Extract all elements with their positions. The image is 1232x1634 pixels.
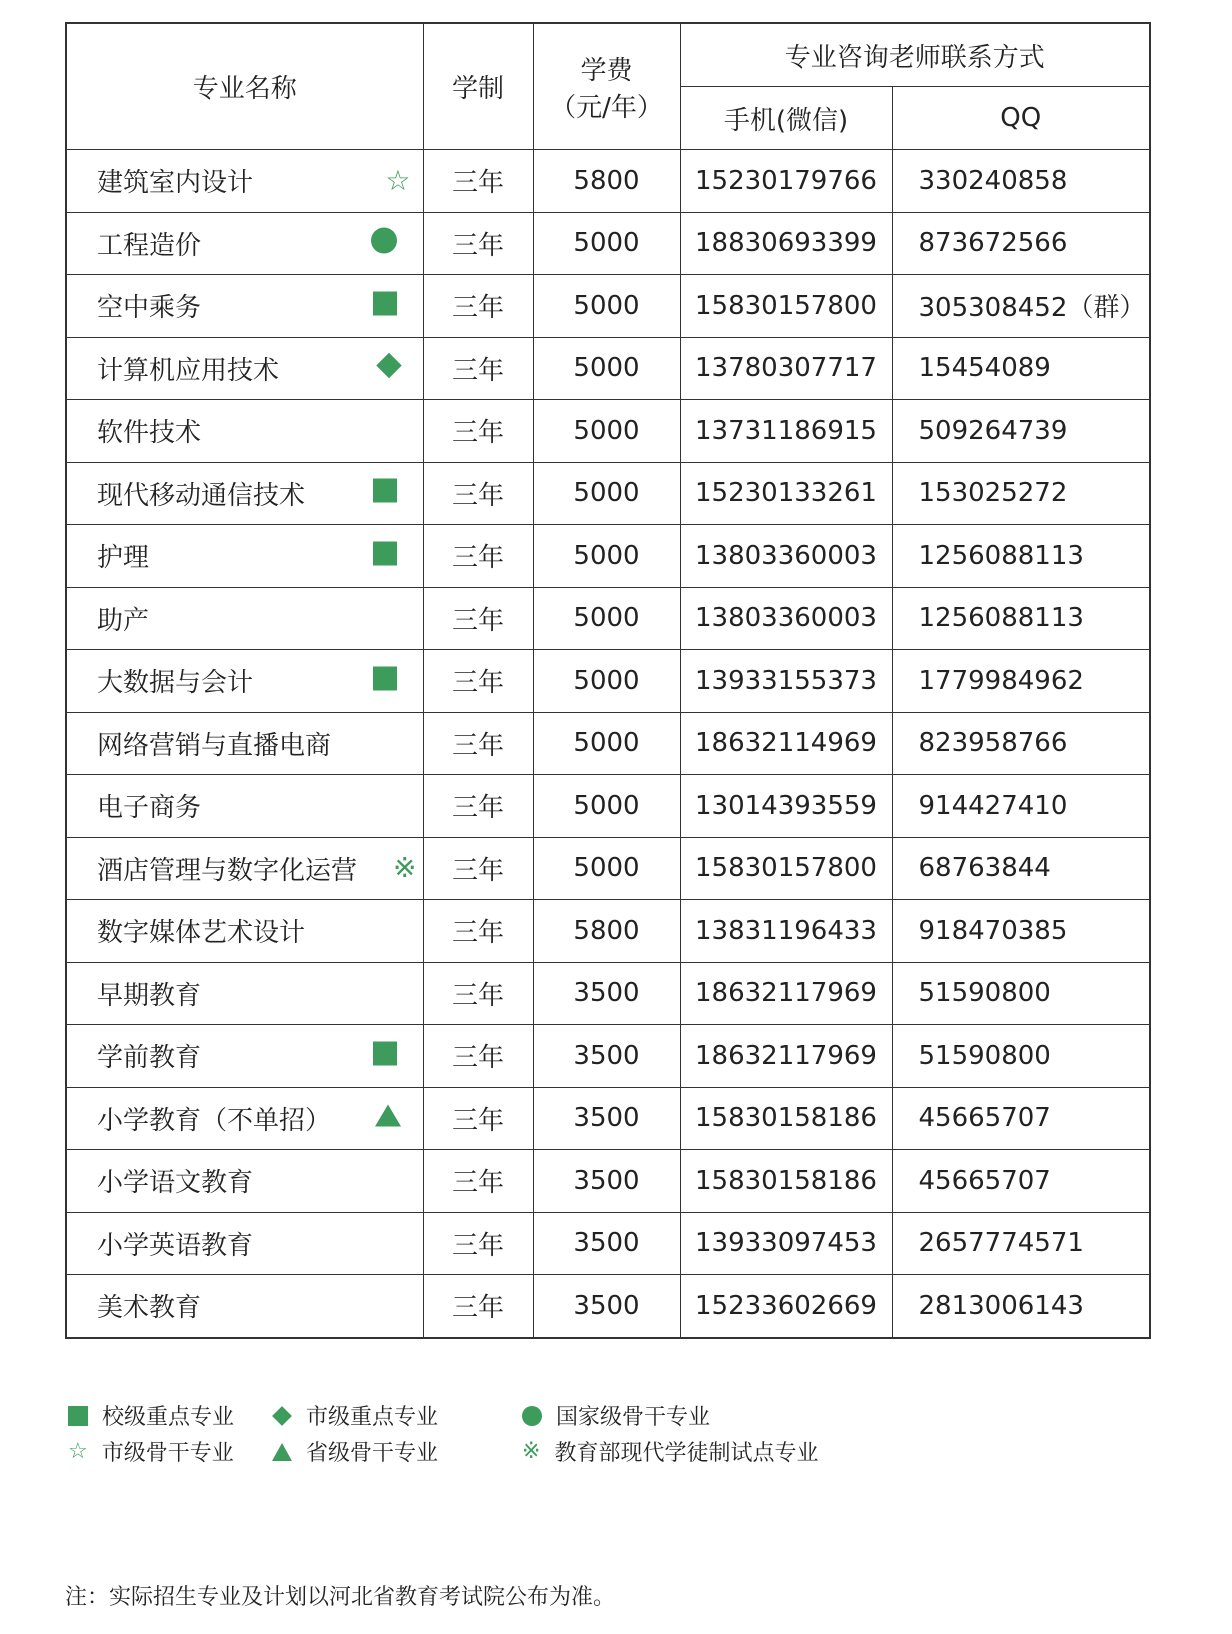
major-name-text: 工程造价	[97, 230, 202, 261]
fee-cell: 5000	[533, 650, 680, 713]
legend-diamond-label: 市级重点专业	[306, 1405, 439, 1430]
major-name-text: 电子商务	[97, 793, 202, 824]
duration-cell: 三年	[423, 650, 533, 713]
table-row	[66, 837, 1150, 900]
duration-cell: 三年	[423, 212, 533, 275]
qq-cell: 45665707	[892, 1150, 1150, 1213]
major-name-text: 空中乘务	[97, 293, 202, 324]
square-icon	[373, 291, 397, 320]
major-name	[66, 712, 423, 775]
legend-star	[68, 1436, 234, 1467]
fee-cell: 5000	[533, 337, 680, 400]
table-row	[66, 712, 1150, 775]
qq-cell: 2813006143	[892, 1275, 1150, 1338]
major-name	[66, 962, 423, 1025]
major-name-text: 酒店管理与数字化运营	[97, 855, 358, 886]
duration-cell: 三年	[423, 150, 533, 213]
fee-cell: 5000	[533, 587, 680, 650]
phone-cell: 15830157800	[680, 275, 892, 338]
major-name	[66, 275, 423, 338]
fee-cell: 5000	[533, 400, 680, 463]
table-row	[66, 212, 1150, 275]
major-name	[66, 525, 423, 588]
triangle-icon	[375, 1105, 401, 1132]
duration-cell: 三年	[423, 1087, 533, 1150]
qq-cell: 823958766	[892, 712, 1150, 775]
footnote: 注：实际招生专业及计划以河北省教育考试院公布为准。	[65, 1585, 616, 1610]
diamond-icon	[377, 354, 401, 383]
table-row	[66, 275, 1150, 338]
qq-cell: 68763844	[892, 837, 1150, 900]
major-name-text: 小学英语教育	[97, 1230, 254, 1261]
qq-cell: 509264739	[892, 400, 1150, 463]
phone-cell: 15233602669	[680, 1275, 892, 1338]
table-row	[66, 150, 1150, 213]
major-name	[66, 462, 423, 525]
phone-cell: 15830158186	[680, 1087, 892, 1150]
square-icon	[373, 479, 397, 508]
major-name	[66, 900, 423, 963]
duration-cell: 三年	[423, 337, 533, 400]
duration-cell: 三年	[423, 275, 533, 338]
fee-cell: 5000	[533, 275, 680, 338]
fee-cell: 5000	[533, 462, 680, 525]
table-row	[66, 462, 1150, 525]
duration-cell: 三年	[423, 587, 533, 650]
table-row	[66, 1025, 1150, 1088]
major-name	[66, 775, 423, 838]
major-name	[66, 587, 423, 650]
major-name	[66, 1275, 423, 1338]
major-name-text: 护理	[97, 543, 150, 574]
fee-cell: 5000	[533, 712, 680, 775]
square-icon	[68, 1406, 88, 1426]
reference-mark-icon: ※	[522, 1438, 541, 1464]
major-name	[66, 837, 423, 900]
phone-cell: 13731186915	[680, 400, 892, 463]
header-fee	[533, 23, 680, 150]
header-duration: 学制	[423, 23, 533, 150]
table-row	[66, 587, 1150, 650]
legend-reference-label: 教育部现代学徒制试点专业	[554, 1441, 819, 1466]
square-icon	[373, 666, 397, 695]
major-name	[66, 1025, 423, 1088]
table-row	[66, 1212, 1150, 1275]
table-row	[66, 650, 1150, 713]
table-row	[66, 1150, 1150, 1213]
qq-cell: 914427410	[892, 775, 1150, 838]
duration-cell: 三年	[423, 400, 533, 463]
major-name-text: 数字媒体艺术设计	[97, 918, 306, 949]
qq-cell: 873672566	[892, 212, 1150, 275]
duration-cell: 三年	[423, 837, 533, 900]
qq-cell: 1256088113	[892, 587, 1150, 650]
qq-cell: 305308452（群）	[892, 275, 1150, 338]
major-name-text: 现代移动通信技术	[97, 480, 306, 511]
qq-cell: 15454089	[892, 337, 1150, 400]
duration-cell: 三年	[423, 525, 533, 588]
diamond-icon	[272, 1406, 292, 1426]
fee-cell: 5000	[533, 837, 680, 900]
qq-cell: 918470385	[892, 900, 1150, 963]
major-name-text: 大数据与会计	[97, 668, 254, 699]
triangle-icon	[272, 1443, 292, 1461]
table-row	[66, 337, 1150, 400]
header-fee-line2: （元/年）	[550, 92, 663, 123]
major-name-text: 建筑室内设计	[97, 168, 254, 199]
phone-cell: 15230133261	[680, 462, 892, 525]
duration-cell: 三年	[423, 775, 533, 838]
circle-icon	[371, 228, 397, 259]
table-row	[66, 525, 1150, 588]
duration-cell: 三年	[423, 1275, 533, 1338]
major-name-text: 学前教育	[97, 1043, 202, 1074]
major-name	[66, 400, 423, 463]
legend-square	[68, 1400, 234, 1431]
square-icon	[373, 541, 397, 570]
phone-cell: 13803360003	[680, 587, 892, 650]
table-row	[66, 962, 1150, 1025]
table-row	[66, 900, 1150, 963]
admissions-table	[65, 22, 1151, 1339]
qq-cell: 1779984962	[892, 650, 1150, 713]
legend-star-label: 市级骨干专业	[101, 1441, 234, 1466]
header-qq: QQ	[892, 87, 1150, 150]
qq-cell: 45665707	[892, 1087, 1150, 1150]
major-name	[66, 150, 423, 213]
phone-cell: 15830158186	[680, 1150, 892, 1213]
major-name-text: 软件技术	[97, 418, 202, 449]
fee-cell: 5000	[533, 525, 680, 588]
phone-cell: 13831196433	[680, 900, 892, 963]
major-name-text: 计算机应用技术	[97, 355, 280, 386]
duration-cell: 三年	[423, 1025, 533, 1088]
major-name-text: 早期教育	[97, 980, 202, 1011]
major-name-text: 小学教育（不单招）	[97, 1105, 332, 1136]
major-name-text: 助产	[97, 605, 150, 636]
major-name	[66, 337, 423, 400]
major-name	[66, 212, 423, 275]
phone-cell: 18830693399	[680, 212, 892, 275]
major-name	[66, 1150, 423, 1213]
header-major: 专业名称	[66, 23, 423, 150]
fee-cell: 3500	[533, 1275, 680, 1338]
fee-cell: 5800	[533, 150, 680, 213]
header-contact: 专业咨询老师联系方式	[680, 23, 1150, 87]
phone-cell: 15230179766	[680, 150, 892, 213]
qq-cell: 153025272	[892, 462, 1150, 525]
phone-cell: 13933155373	[680, 650, 892, 713]
phone-cell: 13803360003	[680, 525, 892, 588]
fee-cell: 3500	[533, 962, 680, 1025]
legend-circle-label: 国家级骨干专业	[556, 1405, 711, 1430]
table-row	[66, 1275, 1150, 1338]
duration-cell: 三年	[423, 1150, 533, 1213]
duration-cell: 三年	[423, 900, 533, 963]
legend-triangle	[272, 1436, 438, 1467]
fee-cell: 5800	[533, 900, 680, 963]
header-fee-line1: 学费	[580, 55, 633, 86]
duration-cell: 三年	[423, 1212, 533, 1275]
qq-cell: 51590800	[892, 1025, 1150, 1088]
fee-cell: 3500	[533, 1087, 680, 1150]
major-name	[66, 650, 423, 713]
reference-mark-icon: ※	[393, 851, 417, 885]
qq-cell: 330240858	[892, 150, 1150, 213]
fee-cell: 3500	[533, 1212, 680, 1275]
circle-icon	[522, 1406, 542, 1426]
qq-cell: 1256088113	[892, 525, 1150, 588]
major-name-text: 美术教育	[97, 1293, 202, 1324]
duration-cell: 三年	[423, 962, 533, 1025]
major-name-text: 网络营销与直播电商	[97, 730, 332, 761]
star-icon: ☆	[68, 1438, 88, 1464]
fee-cell: 3500	[533, 1150, 680, 1213]
fee-cell: 3500	[533, 1025, 680, 1088]
table-row	[66, 1087, 1150, 1150]
table-row	[66, 775, 1150, 838]
fee-cell: 5000	[533, 775, 680, 838]
qq-cell: 2657774571	[892, 1212, 1150, 1275]
phone-cell: 13780307717	[680, 337, 892, 400]
header-phone: 手机(微信)	[680, 87, 892, 150]
fee-cell: 5000	[533, 212, 680, 275]
square-icon	[373, 1041, 397, 1070]
phone-cell: 18632117969	[680, 962, 892, 1025]
phone-cell: 13014393559	[680, 775, 892, 838]
major-name-text: 小学语文教育	[97, 1168, 254, 1199]
legend-diamond	[272, 1400, 438, 1431]
phone-cell: 13933097453	[680, 1212, 892, 1275]
major-name	[66, 1087, 423, 1150]
legend-reference	[522, 1436, 818, 1467]
qq-cell: 51590800	[892, 962, 1150, 1025]
table-row	[66, 400, 1150, 463]
legend-square-label: 校级重点专业	[102, 1405, 235, 1430]
phone-cell: 18632114969	[680, 712, 892, 775]
star-icon: ☆	[385, 163, 411, 197]
legend-circle	[522, 1400, 710, 1431]
duration-cell: 三年	[423, 712, 533, 775]
legend-triangle-label: 省级骨干专业	[306, 1441, 439, 1466]
phone-cell: 15830157800	[680, 837, 892, 900]
phone-cell: 18632117969	[680, 1025, 892, 1088]
duration-cell: 三年	[423, 462, 533, 525]
major-name	[66, 1212, 423, 1275]
